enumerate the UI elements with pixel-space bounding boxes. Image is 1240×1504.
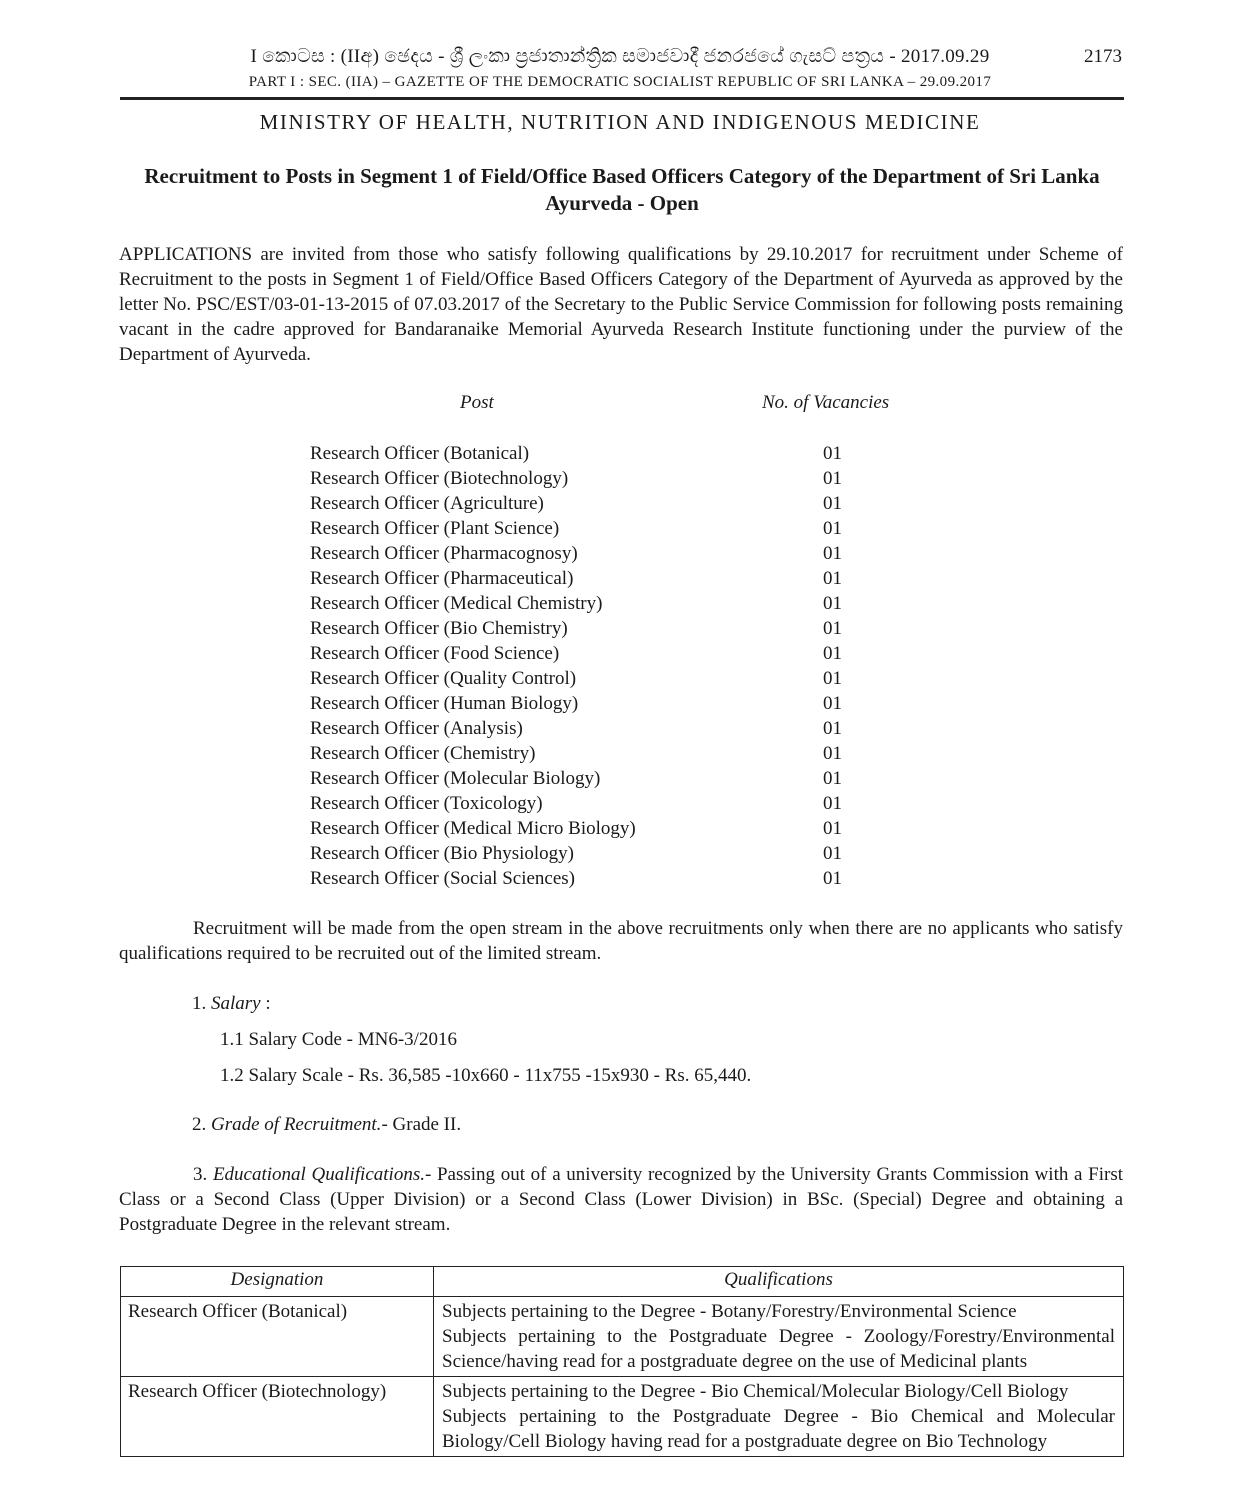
postgraduate-subjects: Subjects pertaining to the Postgraduate Degree - Zoology/Forestry/Environmental Science/having read for a postgraduate degree on the use of Medicinal plants (442, 1326, 1115, 1372)
vacancy-count: 01 (823, 818, 842, 839)
table-header-row (121, 1267, 1124, 1297)
vacancy-post: Research Officer (Plant Science) (310, 518, 560, 539)
vacancy-count: 01 (823, 643, 842, 664)
salary-suffix: : (260, 993, 271, 1014)
notice-title: Recruitment to Posts in Segment 1 of Field/Office Based Officers Category of the Department of Sri Lanka Ayurveda - Open (144, 164, 1100, 215)
vacancy-count: 01 (823, 693, 842, 714)
designation-column-header: Designation (121, 1267, 434, 1297)
vacancy-count: 01 (823, 468, 842, 489)
designation-cell: Research Officer (Botanical) (121, 1297, 434, 1377)
qualifications-cell (434, 1377, 1124, 1457)
vacancy-post: Research Officer (Pharmacognosy) (310, 543, 578, 564)
qualifications-cell (434, 1297, 1124, 1377)
page-number: 2173 (1084, 46, 1122, 67)
vacancy-row (310, 741, 870, 766)
vacancy-count: 01 (823, 543, 842, 564)
vacancy-count: 01 (823, 518, 842, 539)
vacancy-row (310, 616, 870, 641)
vacancy-post: Research Officer (Medical Chemistry) (310, 593, 603, 614)
vacancy-post: Research Officer (Biotechnology) (310, 468, 569, 489)
post-column-header: Post (460, 392, 494, 413)
vacancy-count: 01 (823, 493, 842, 514)
vacancy-count: 01 (823, 743, 842, 764)
vacancy-count: 01 (823, 568, 842, 589)
table-row (121, 1377, 1124, 1457)
table-row (121, 1297, 1124, 1377)
vacancy-post: Research Officer (Molecular Biology) (310, 768, 601, 789)
vacancy-row (310, 716, 870, 741)
salary-scale: 1.2 Salary Scale - Rs. 36,585 -10x660 - 11x755 -15x930 - Rs. 65,440. (220, 1065, 752, 1086)
salary-heading (192, 991, 271, 1016)
vacancy-post: Research Officer (Bio Chemistry) (310, 618, 568, 639)
postgraduate-subjects: Subjects pertaining to the Postgraduate Degree - Bio Chemical and Molecular Biology/Cell Biology having read for a postgraduate degree on Bio Technology (442, 1406, 1115, 1452)
qualifications-table (120, 1266, 1124, 1457)
education-label: Educational Qualifications. (212, 1164, 425, 1185)
vacancy-list (310, 441, 870, 891)
vacancy-post: Research Officer (Pharmaceutical) (310, 568, 574, 589)
education-text: - Passing out of a university recognized by the University Grants Commission with a First Class or a Second Class (Upper Division) or a Second Class (Lower Division) in BSc. (Special) Degree and obtaining a Postgraduate Degree in the relevant stream. (119, 1164, 1123, 1235)
vacancy-count: 01 (823, 843, 842, 864)
vacancy-post: Research Officer (Food Science) (310, 643, 560, 664)
qualifications-column-header: Qualifications (434, 1267, 1124, 1297)
vacancy-row (310, 491, 870, 516)
vacancy-row (310, 791, 870, 816)
vacancy-row (310, 566, 870, 591)
vacancies-column-header: No. of Vacancies (762, 392, 890, 413)
vacancy-row (310, 516, 870, 541)
ministry-heading: MINISTRY OF HEALTH, NUTRITION AND INDIGENOUS MEDICINE (259, 110, 981, 134)
salary-number: 1. (192, 993, 207, 1014)
vacancy-post: Research Officer (Analysis) (310, 718, 523, 739)
designation-cell: Research Officer (Biotechnology) (121, 1377, 434, 1457)
degree-subjects: Subjects pertaining to the Degree - Botany/Forestry/Environmental Science (442, 1301, 1017, 1322)
vacancy-post: Research Officer (Human Biology) (310, 693, 579, 714)
vacancy-post: Research Officer (Quality Control) (310, 668, 577, 689)
vacancy-count: 01 (823, 443, 842, 464)
vacancy-row (310, 816, 870, 841)
vacancy-post: Research Officer (Bio Physiology) (310, 843, 575, 864)
vacancy-post: Research Officer (Chemistry) (310, 743, 536, 764)
vacancy-count: 01 (823, 793, 842, 814)
salary-label: Salary (211, 993, 261, 1014)
vacancy-count: 01 (823, 668, 842, 689)
educational-qualifications (119, 1162, 1123, 1237)
vacancy-row (310, 766, 870, 791)
vacancy-count: 01 (823, 593, 842, 614)
vacancy-count: 01 (823, 868, 842, 889)
vacancy-count: 01 (823, 718, 842, 739)
header-divider (120, 97, 1124, 100)
vacancy-row (310, 691, 870, 716)
grade-text: - Grade II. (381, 1114, 462, 1135)
grade-label: Grade of Recruitment. (211, 1114, 382, 1135)
vacancy-post: Research Officer (Botanical) (310, 443, 530, 464)
vacancy-post: Research Officer (Toxicology) (310, 793, 543, 814)
vacancy-post: Research Officer (Social Sciences) (310, 868, 575, 889)
vacancy-row (310, 466, 870, 491)
vacancy-row (310, 841, 870, 866)
gazette-header-sinhala: I කොටස : (IIඅ) ඡෙදය - ශ්‍රී ලංකා ප්‍රජාතාන්ත්‍රික සමාජවාදී ජනරජයේ ගැසට් පත්‍රය - 2017.09.29 (250, 46, 990, 67)
open-stream-note: Recruitment will be made from the open stream in the above recruitments only when there are no applicants who satisfy qualifications required to be recruited out of the limited stream. (119, 918, 1123, 964)
vacancy-count: 01 (823, 768, 842, 789)
vacancy-post: Research Officer (Agriculture) (310, 493, 544, 514)
vacancy-row (310, 441, 870, 466)
gazette-header-english: PART I : SEC. (IIA) – GAZETTE OF THE DEMOCRATIC SOCIALIST REPUBLIC OF SRI LANKA – 29.09.2017 (248, 74, 992, 90)
vacancy-row (310, 866, 870, 891)
vacancy-row (310, 591, 870, 616)
grade-number: 2. (192, 1114, 207, 1135)
grade-of-recruitment (192, 1112, 461, 1137)
education-number: 3. (193, 1164, 208, 1185)
vacancy-post: Research Officer (Medical Micro Biology) (310, 818, 636, 839)
degree-subjects: Subjects pertaining to the Degree - Bio Chemical/Molecular Biology/Cell Biology (442, 1381, 1069, 1402)
vacancy-row (310, 641, 870, 666)
vacancy-row (310, 666, 870, 691)
vacancy-row (310, 541, 870, 566)
vacancy-count: 01 (823, 618, 842, 639)
intro-paragraph: APPLICATIONS are invited from those who satisfy following qualifications by 29.10.2017 for recruitment under Scheme of Recruitment to the posts in Segment 1 of Field/Office Based Officers Category of the Department of Ayurveda as approved by the letter No. PSC/EST/03-01-13-2015 of 07.03.2017 of the Secretary to the Public Service Commission for following posts remaining vacant in the cadre approved for Bandaranaike Memorial Ayurveda Research Institute functioning under the purview of the Department of Ayurveda. (119, 244, 1123, 365)
salary-code: 1.1 Salary Code - MN6-3/2016 (220, 1029, 457, 1050)
